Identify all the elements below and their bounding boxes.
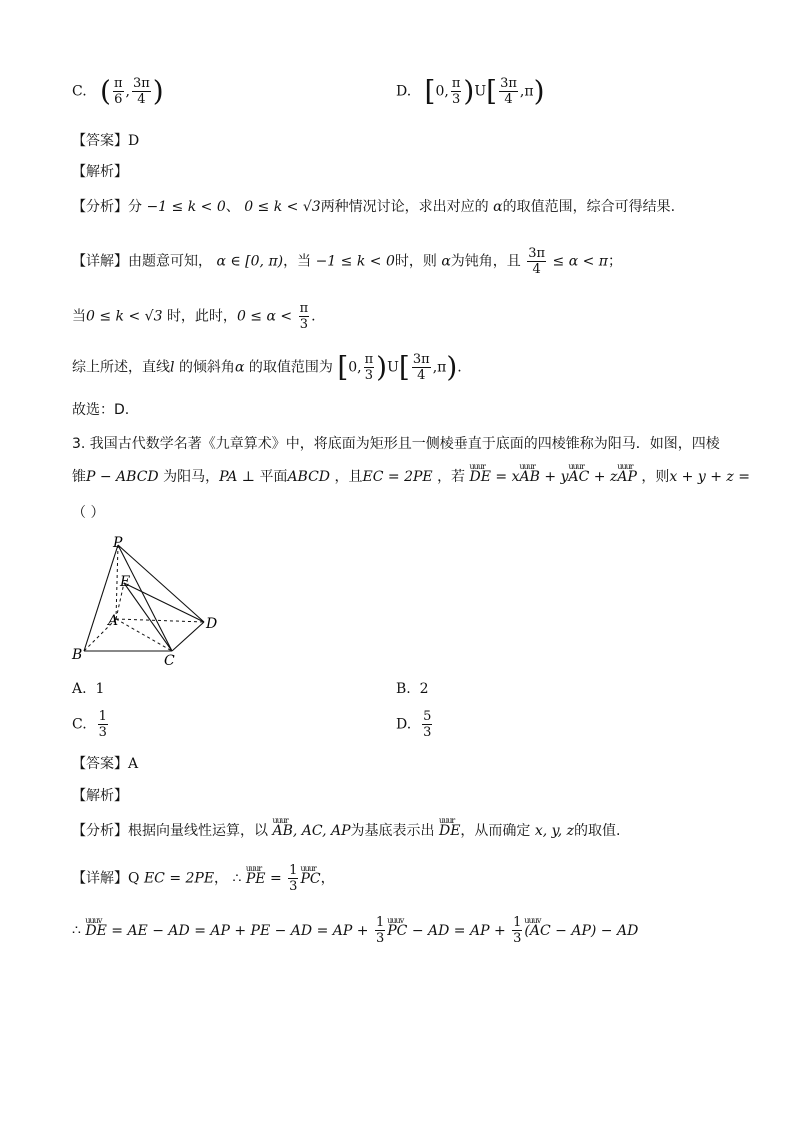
q2-analysis-tag: 【解析】	[72, 164, 128, 180]
q2-option-d: D. [0, $\frac{\pi}{3}$ )U[ $\frac{3\pi}{4}$ ,π)	[396, 74, 545, 108]
q3-detail: 【详解】Q EC = 2PE， ∴ uuur PE = $\frac{1}{3}$ uuur PC，	[72, 863, 335, 894]
q3-final-equation: ∴ uuuv DE = AE − AD = AP + PE − AD = AP + $\frac{1}{3}$ uuuv PC − AD = AP + $\frac{1}{3}$ uuuv (AC − AP) − AD	[72, 915, 638, 946]
q3-analysis-tag: 【解析】	[72, 788, 128, 804]
label-c: C	[164, 653, 175, 669]
q2-choice: 故选：D.	[72, 402, 130, 418]
label-a: A	[108, 613, 119, 629]
q3-option-a: A. 1	[72, 681, 105, 697]
q3-stem-line1: 3. 我国古代数学名著《九章算术》中，将底面为矩形且一侧棱垂直于底面的四棱锥称为阳马．如图，四棱	[72, 436, 720, 452]
label-e: E	[120, 574, 131, 590]
label-p: P	[113, 535, 123, 551]
q2-detail-line3: 综上所述，直线l 的倾斜角α 的取值范围为 [0, $\frac{\pi}{3}$ )U[ $\frac{3\pi}{4}$ ,π).	[72, 350, 462, 384]
q3-fenxi: 【分析】根据向量线性运算，以 uuur AB, AC, AP为基底表示出 uuur DE，从而确定 x, y, z的取值.	[72, 821, 620, 841]
q2-option-c: C. ( $\frac{\pi}{6}$ , $\frac{3\pi}{4}$ )	[72, 74, 164, 108]
q3-option-d: D. $\frac{5}{3}$	[396, 709, 432, 740]
q2-detail: 【详解】由题意可知， α ∈ [0, π)，当 −1 ≤ k < 0时，则 α为钝角，且 $\frac{3\pi}{4}$ ≤ α < π；	[72, 246, 622, 277]
q3-option-c: C. $\frac{1}{3}$	[72, 709, 107, 740]
q2-answer: 【答案】D	[72, 133, 140, 149]
pyramid-figure	[70, 535, 230, 670]
q3-answer: 【答案】A	[72, 756, 139, 772]
label-d: D	[206, 616, 218, 632]
q3-stem-line2: 锥P − ABCD 为阳马，PA ⊥ 平面ABCD ，且EC = 2PE ，若 uuur DE = xuuur AB + yuuur AC + zuuur AP ，则x + y + z =	[72, 467, 750, 487]
label-b: B	[72, 647, 83, 663]
q2-detail-line2: 当0 ≤ k < √3 时，此时，0 ≤ α < $\frac{\pi}{3}$ .	[72, 301, 316, 332]
q3-option-b: B. 2	[396, 681, 429, 697]
q3-paren: （ ）	[72, 505, 105, 521]
q2-fenxi: 【分析】分 −1 ≤ k < 0、 0 ≤ k < √3两种情况讨论，求出对应的 α的取值范围，综合可得结果.	[72, 199, 676, 215]
